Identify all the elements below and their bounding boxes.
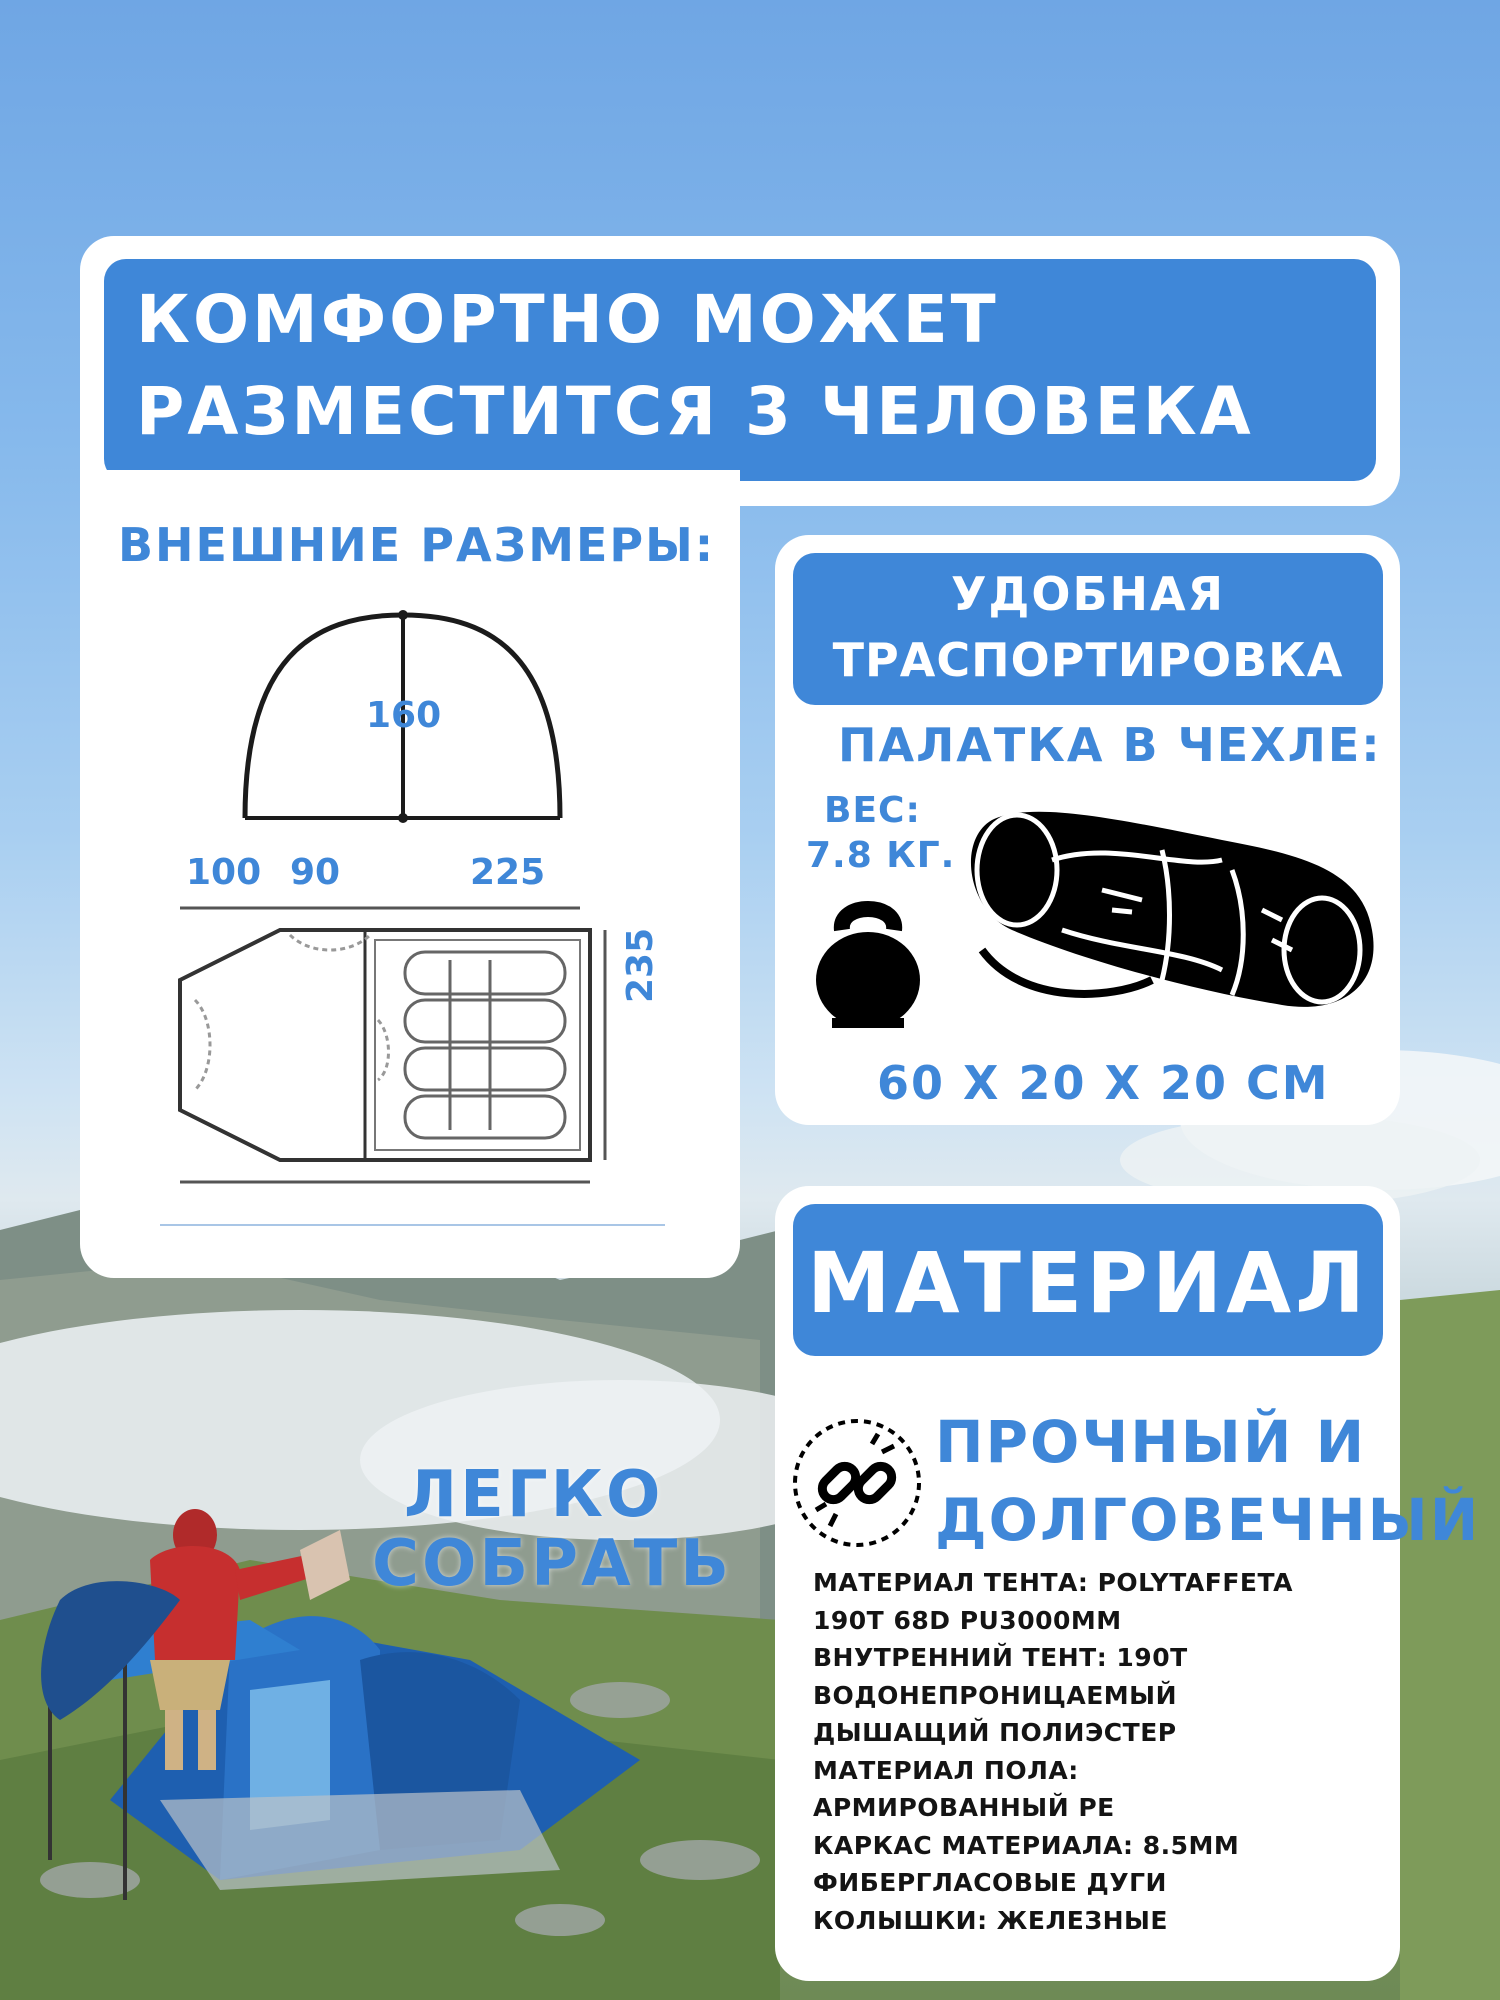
tent-bag-icon bbox=[962, 800, 1384, 1015]
material-specs-list bbox=[813, 1564, 1383, 1939]
spec-line: ДЫШАЩИЙ ПОЛИЭСТЕР bbox=[813, 1718, 1177, 1747]
spec-line: ВОДОНЕПРОНИЦАЕМЫЙ bbox=[813, 1680, 1177, 1710]
weight-label: ВЕС: bbox=[824, 790, 921, 831]
broken-chain-icon bbox=[790, 1416, 924, 1550]
spec-line: 190T 68D PU3000MM bbox=[813, 1605, 1122, 1635]
spec-line: КОЛЫШКИ: ЖЕЛЕЗНЫЕ bbox=[813, 1905, 1168, 1935]
promo-line1: ЛЕГКО bbox=[404, 1458, 664, 1532]
dimension-width-label: 235 bbox=[620, 927, 661, 1003]
transport-title-line2: ТРАСПОРТИРОВКА bbox=[832, 633, 1344, 687]
material-title: МАТЕРИАЛ bbox=[807, 1234, 1369, 1332]
dimension-90-label: 90 bbox=[290, 852, 341, 893]
dimension-225-label: 225 bbox=[470, 852, 546, 893]
spec-line: МАТЕРИАЛ ПОЛА: bbox=[813, 1755, 1079, 1785]
dimension-100-label: 100 bbox=[186, 852, 262, 893]
spec-line: МАТЕРИАЛ ТЕНТА: POLYTAFFETA bbox=[813, 1568, 1293, 1597]
material-banner bbox=[793, 1204, 1383, 1356]
transport-banner bbox=[793, 553, 1383, 705]
transport-title-line1: УДОБНАЯ bbox=[950, 567, 1226, 621]
spec-line: АРМИРОВАННЫЙ PE bbox=[813, 1793, 1115, 1822]
transport-subtitle: ПАЛАТКА В ЧЕХЛЕ: bbox=[838, 718, 1382, 772]
spec-line: ВНУТРЕННИЙ ТЕНТ: 190T bbox=[813, 1643, 1188, 1672]
promo-line2: СОБРАТЬ bbox=[372, 1527, 733, 1601]
spec-line: КАРКАС МАТЕРИАЛА: 8.5MM bbox=[813, 1830, 1240, 1860]
kettlebell-icon bbox=[812, 892, 924, 1030]
material-subtitle-line2: ДОЛГОВЕЧНЫЙ bbox=[935, 1486, 1481, 1554]
header-title-line2: РАЗМЕСТИТСЯ 3 ЧЕЛОВЕКА bbox=[136, 373, 1254, 450]
spec-line: ФИБЕРГЛАСОВЫЕ ДУГИ bbox=[813, 1868, 1167, 1897]
weight-value: 7.8 КГ. bbox=[806, 835, 956, 876]
header-banner bbox=[104, 259, 1376, 481]
dimension-height-label: 160 bbox=[366, 695, 442, 736]
header-title-line1: КОМФОРТНО МОЖЕТ bbox=[136, 281, 999, 358]
bag-size: 60 X 20 X 20 CM bbox=[877, 1056, 1330, 1110]
material-subtitle-line1: ПРОЧНЫЙ И bbox=[935, 1408, 1367, 1476]
dimensions-title: ВНЕШНИЕ РАЗМЕРЫ: bbox=[118, 518, 716, 572]
